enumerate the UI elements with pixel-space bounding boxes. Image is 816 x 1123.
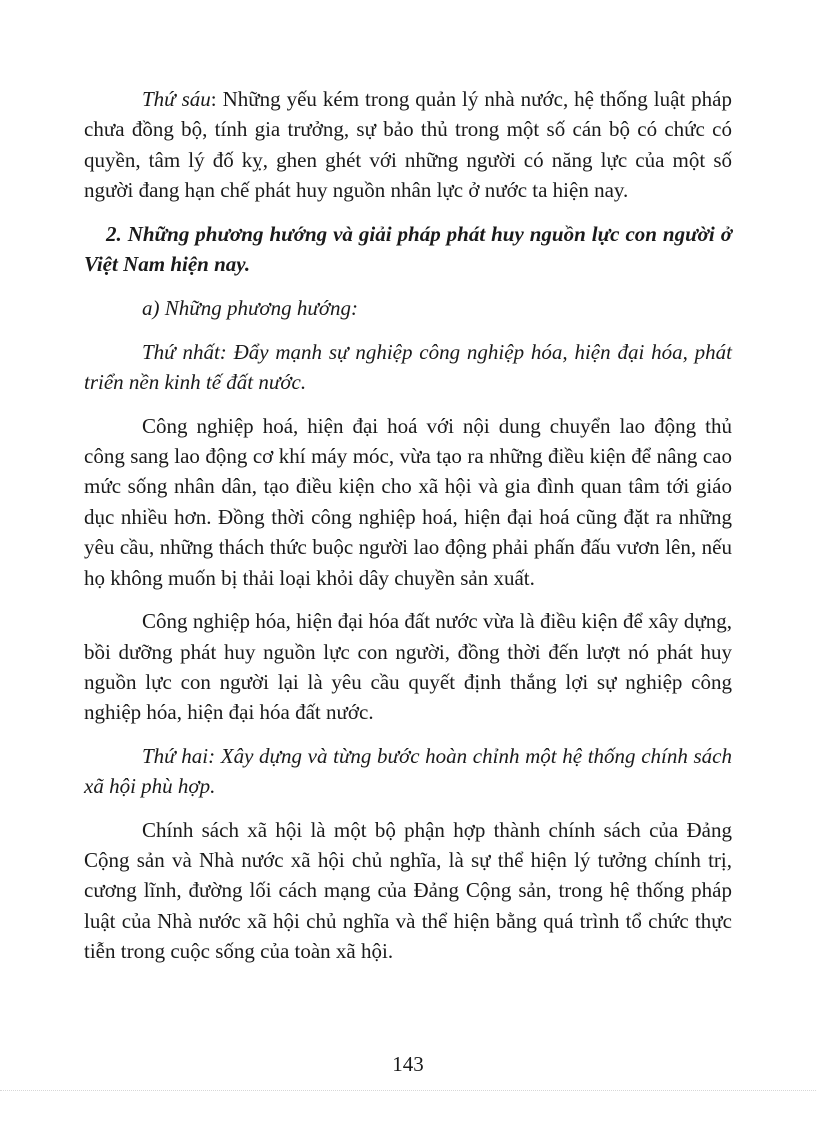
page-number: 143 bbox=[392, 1052, 424, 1076]
direction-first: Thứ nhất: Đẩy mạnh sự nghiệp công nghiệp hóa, hiện đại hóa, phát triển nền kinh tế đất nước. bbox=[84, 339, 732, 395]
paragraph-industrialization: Công nghiệp hoá, hiện đại hoá với nội dung chuyển lao động thủ công sang lao động cơ khí máy móc, vừa tạo ra những điều kiện để nâng cao mức sống nhân dân, tạo điều kiện cho xã hội và gia đình quan tâm tới giáo dục nhiều hơn. Đồng thời công nghiệp hoá, hiện đại hoá cũng đặt ra những yêu cầu, những thách thức buộc người lao động phải phấn đấu vươn lên, nếu họ không muốn bị thải loại khỏi dây chuyền sản xuất. bbox=[84, 413, 732, 590]
paragraph-social-policy: Chính sách xã hội là một bộ phận hợp thành chính sách của Đảng Cộng sản và Nhà nước xã hội chủ nghĩa, là sự thể hiện lý tưởng chính trị, cương lĩnh, đường lối cách mạng của Đảng Cộng sản, trong hệ thống pháp luật của Nhà nước xã hội chủ nghĩa và thể hiện bằng quá trình tổ chức thực tiễn trong cuộc sống của toàn xã hội. bbox=[84, 817, 732, 964]
paragraph-thu-sau bbox=[84, 84, 732, 206]
subheading-directions: a) Những phương hướng: bbox=[142, 296, 359, 321]
page-body bbox=[84, 84, 732, 980]
paragraph-label: Thứ sáu bbox=[142, 87, 211, 111]
section-heading: 2. Những phương hướng và giải pháp phát huy nguồn lực con người ở Việt Nam hiện nay. bbox=[84, 221, 732, 277]
direction-second: Thứ hai: Xây dựng và từng bước hoàn chỉnh một hệ thống chính sách xã hội phù hợp. bbox=[84, 743, 732, 799]
paragraph-text: : Những yếu kém trong quản lý nhà nước, hệ thống luật pháp chưa đồng bộ, tính gia trưởng, sự bảo thủ trong một số cán bộ có chức có quyền, tâm lý đố kỵ, ghen ghét với những người có năng lực của một số người đang hạn chế phát huy nguồn nhân lực ở nước ta hiện nay. bbox=[84, 87, 733, 203]
paragraph-industrialization-2: Công nghiệp hóa, hiện đại hóa đất nước vừa là điều kiện để xây dựng, bồi dưỡng phát huy nguồn lực con người, đồng thời đến lượt nó phát huy nguồn lực con người lại là yêu cầu quyết định thắng lợi sự nghiệp công nghiệp hóa, hiện đại hóa đất nước. bbox=[84, 609, 732, 725]
bottom-divider bbox=[0, 1090, 816, 1091]
